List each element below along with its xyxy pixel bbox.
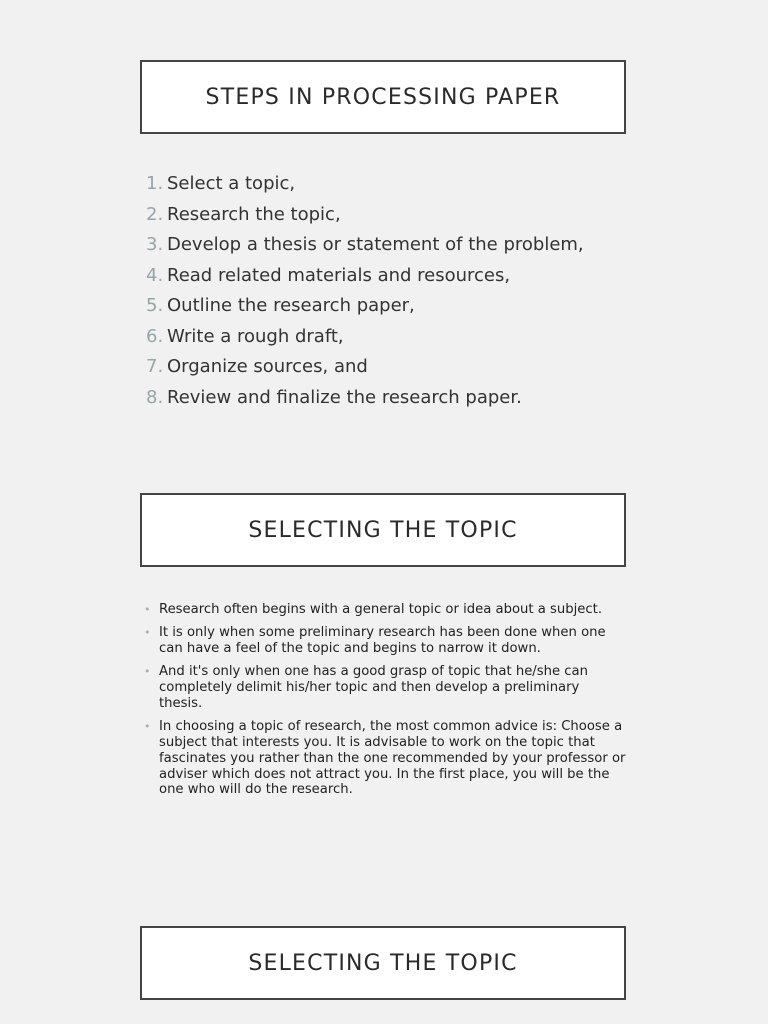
list-item-text: Review and finalize the research paper. [167,386,522,408]
bullet-icon: • [144,626,151,640]
slide-title-selecting-topic-2 [140,926,626,1000]
bullet-text: And it's only when one has a good grasp of topic that he/she can completely delimit his/her topic and then develop a preliminary thesis. [159,664,588,711]
list-number: 2. [146,203,164,225]
bullet-item [144,719,626,798]
list-item [146,230,626,261]
list-number: 7. [146,356,164,377]
list-number: 4. [146,264,164,286]
list-item [146,200,626,231]
bullet-icon: • [144,665,151,679]
list-item-text: Read related materials and resources, [167,264,511,286]
bullet-item [144,664,626,711]
bullet-text: Research often begins with a general topic or idea about a subject. [159,602,603,617]
slide-title-text: SELECTING THE TOPIC [248,950,518,976]
list-item [146,291,626,322]
bullet-icon: • [144,603,151,616]
bullet-item [144,625,626,657]
list-item-text: Develop a thesis or statement of the problem, [167,234,584,255]
list-item [146,169,626,200]
list-item [146,383,626,414]
bullet-item [144,602,626,618]
bullet-text: It is only when some preliminary research has been done when one can have a feel of the topic and begins to narrow it down. [159,625,606,657]
list-item [146,322,626,353]
list-number: 5. [146,295,164,316]
list-item [146,261,626,292]
slide-title-text: SELECTING THE TOPIC [248,517,518,543]
list-number: 3. [146,234,164,255]
bullet-list [144,602,626,806]
slide-title-text: STEPS IN PROCESSING PAPER [205,84,561,110]
list-item [146,352,626,383]
bullet-text: In choosing a topic of research, the most common advice is: Choose a subject that interests you. It is advisable to work on the topic that fascinates you rather than the one recommended by your professor or adviser which does not attract you. In the first place, you will be the one who will do the research. [159,719,626,798]
list-item-text: Research the topic, [167,203,341,225]
list-number: 8. [146,386,164,408]
list-item-text: Select a topic, [167,173,296,194]
slide-title-selecting-topic [140,493,626,567]
list-number: 6. [146,325,164,347]
steps-list [146,169,626,413]
list-item-text: Organize sources, and [167,356,368,377]
bullet-icon: • [144,720,151,734]
list-item-text: Outline the research paper, [167,295,415,316]
slide-title-steps [140,60,626,134]
list-number: 1. [146,173,164,194]
list-item-text: Write a rough draft, [167,325,344,347]
